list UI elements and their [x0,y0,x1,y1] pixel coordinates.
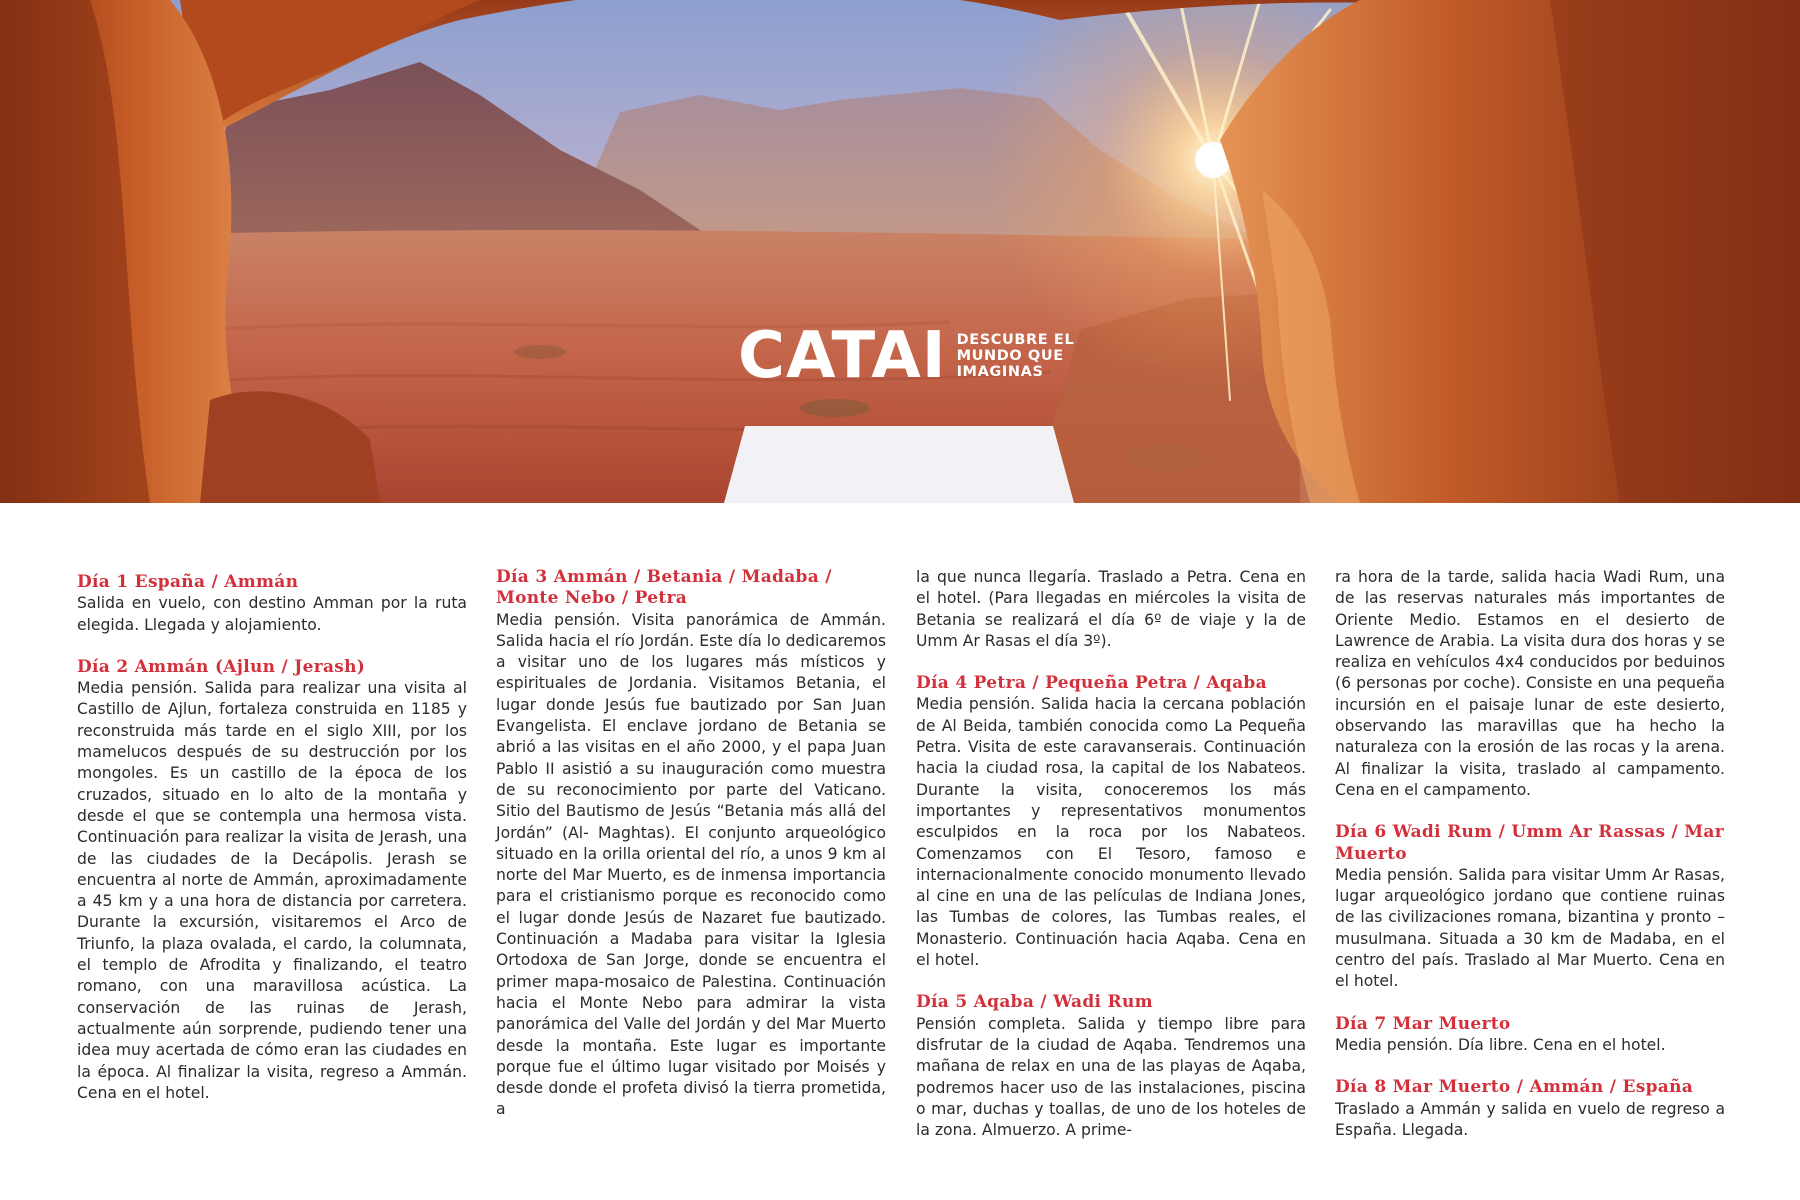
day-description: Pensión completa. Salida y tiempo libre para disfrutar de la ciudad de Aqaba. Tendremos una mañana de relax en una de las playas de Aqaba, podremos hacer uso de las instalaciones, piscina o mar, duchas y toallas, de uno de los hoteles de la zona. Almuerzo. A prime- [916,1014,1306,1140]
itinerary-day [916,992,1306,1141]
day-description: Media pensión. Salida para visitar Umm Ar Rasas, lugar arqueológico jordano que contiene ruinas de las civilizaciones romana, bizantina y pronto – musulmana. Situada a 30 km de Madaba, en el centro del país. Traslado al Mar Muerto. Cena en el hotel. [1335,865,1725,991]
itinerary-column-3 [916,567,1306,1162]
day-title: Día 2 Ammán (Ajlun / Jerash) [77,656,366,677]
day-description: Traslado a Ammán y salida en vuelo de regreso a España. Llegada. [1335,1099,1725,1139]
itinerary-day [916,673,1306,971]
day-description: Salida en vuelo, con destino Amman por la ruta elegida. Llegada y alojamiento. [77,594,467,634]
logo-tagline [957,332,1075,380]
page-tab [724,426,1074,503]
day-description: Media pensión. Visita panorámica de Ammán. Salida hacia el río Jordán. Este día lo dedicaremos a visitar uno de los lugares más místicos y espirituales de Jordania. Visitamos Betania, el lugar donde Jesús fue bautizado por San Juan Evangelista. El enclave jordano de Betania se abrió a las visitas en el año 2000, y el papa Juan Pablo II asistió a su inauguración como muestra de su reconocimiento por parte del Vaticano. Sitio del Bautismo de Jesús “Betania más allá del Jordán” (Al- Maghtas). El conjunto arqueológico situado en la orilla oriental del río, a unos 9 km al norte del Mar Muerto, es de inmensa importancia para el cristianismo porque es reconocido como el lugar donde Jesús de Nazaret fue bautizado. Continuación a Madaba para visitar la Iglesia Ortodoxa de San Jorge, donde se encuentra el primer mapa-mosaico de Palestina. Continuación hacia el Monte Nebo para admirar la vista panorámica del Valle del Jordán y del Mar Muerto desde la montaña. Este lugar es importante porque fue el último lugar visitado por Moisés y desde donde el profeta divisó la tierra prometida, a [496,610,886,1119]
day-title: Día 4 Petra / Pequeña Petra / Aqaba [916,673,1267,694]
itinerary-column-1 [77,572,467,1125]
day-title: Día 3 Ammán / Betania / Madaba / Monte Nebo / Petra [496,567,832,609]
day-title: Día 5 Aqaba / Wadi Rum [916,992,1153,1013]
day-title: Día 1 España / Ammán [77,572,299,592]
day-title: Día 7 Mar Muerto [1335,1013,1511,1034]
day-title: Día 8 Mar Muerto / Ammán / España [1335,1077,1694,1098]
itinerary-continuation [1335,567,1725,801]
itinerary-day [1335,1077,1725,1141]
day-description: Media pensión. Día libre. Cena en el hotel. [1335,1035,1666,1054]
logo-tagline-line: DESCUBRE EL [956,332,1075,348]
itinerary-column-2 [496,567,886,1142]
itinerary-day [77,572,467,636]
day-description: ra hora de la tarde, salida hacia Wadi Rum, una de las reservas naturales más importantes de Oriente Medio. Estamos en el desierto de Lawrence de Arabia. La visita dura dos horas y se realiza en vehículos 4x4 conducidos por beduinos (6 personas por coche). Consiste en una pequeña incursión en el paisaje lunar de este desierto, observando las maravillas que ha hecho la naturaleza con la erosión de las rocas y la arena. Al finalizar la visita, traslado al campamento. Cena en el campamento. [1335,568,1725,799]
itinerary-day [1335,1014,1725,1057]
logo-tagline-line: MUNDO QUE [956,348,1064,364]
hero-photo [0,0,1800,503]
logo-tagline-line: IMAGINAS [956,364,1044,380]
logo-wordmark: CATAI [738,319,947,393]
day-description: la que nunca llegaría. Traslado a Petra. Cena en el hotel. (Para llegadas en miércoles la visita de Betania se realizará el día 6º de viaje y la de Umm Ar Rasas el día 3º). [916,568,1306,650]
day-title: Día 6 Wadi Rum / Umm Ar Rassas / Mar Muerto [1335,822,1724,864]
itinerary-day [496,567,886,1121]
itinerary-day [77,657,467,1104]
itinerary-day [1335,822,1725,992]
itinerary-continuation [916,567,1306,652]
day-description: Media pensión. Salida hacia la cercana población de Al Beida, también conocida como La Pequeña Petra. Visita de este caravanserais. Continuación hacia la ciudad rosa, la capital de los Nabateos. Durante la visita, conoceremos los más importantes y representativos monumentos esculpidos en la roca por los Nabateos. Comenzamos con El Tesoro, famoso e internacionalmente conocido monumento llevado al cine en una de las películas de Indiana Jones, las Tumbas de colores, las Tumbas reales, el Monasterio. Continuación hacia Aqaba. Cena en el hotel. [916,695,1306,970]
catai-logo [738,319,1075,393]
itinerary-column-4 [1335,567,1725,1162]
day-description: Media pensión. Salida para realizar una visita al Castillo de Ajlun, fortaleza construida en 1185 y reconstruida más tarde en el siglo XIII, por los mamelucos después de su destrucción por los mongoles. Es un castillo de la época de los cruzados, situado en lo alto de la montaña y desde el que se contempla una hermosa vista. Continuación para realizar la visita de Jerash, una de las ciudades de la Decápolis. Jerash se encuentra al norte de Ammán, aproximadamente a 45 km y a una hora de distancia por carretera. Durante la excursión, visitaremos el Arco de Triunfo, la plaza ovalada, el cardo, la columnata, el templo de Afrodita y finalizando, el teatro romano, con una maravillosa acústica. La conservación de las ruinas de Jerash, actualmente aún sorprende, pudiendo tener una idea muy acertada de cómo eran las ciudades en la época. Al finalizar la visita, regreso a Ammán. Cena en el hotel. [77,679,467,1102]
